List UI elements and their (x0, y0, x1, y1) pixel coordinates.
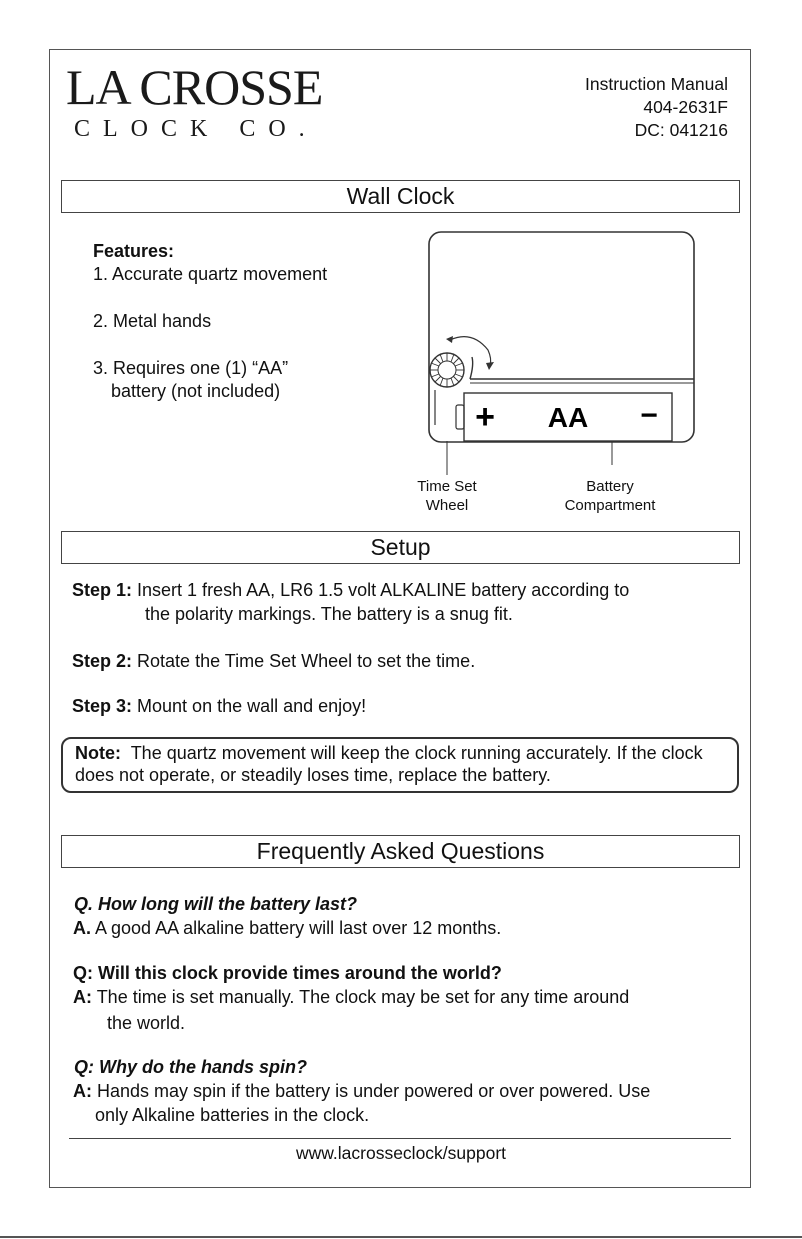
answer-text: The time is set manually. The clock may be set for any time around (96, 987, 630, 1007)
section-title-faq: Frequently Asked Questions (61, 835, 740, 868)
step-label: Step 2: (72, 651, 133, 671)
feature-item: battery (not included) (111, 381, 281, 401)
rotation-arrow-icon (446, 336, 494, 370)
feature-item: 2. Metal hands (93, 311, 212, 331)
label-line: Wheel (425, 497, 469, 514)
support-url[interactable]: www.lacrosseclock/support (295, 1143, 507, 1163)
setup-step-2 (72, 649, 475, 673)
label-line: Time Set (417, 478, 477, 495)
battery-aa-label: AA (547, 402, 589, 433)
note-text: The quartz movement will keep the clock running accurately. If the clock does not operate, or steadily loses time, replace the battery. (75, 743, 703, 785)
clock-back-diagram (410, 225, 710, 475)
faq-question: Q. How long will the battery last? (74, 894, 358, 914)
features-list (93, 240, 327, 403)
time-set-wheel-icon (430, 353, 464, 387)
feature-item: 1. Accurate quartz movement (93, 264, 328, 284)
note-box (61, 737, 739, 793)
doc-type: Instruction Manual (585, 74, 728, 94)
faq-item (74, 1055, 650, 1127)
battery-compartment-label (555, 477, 665, 515)
faq-answer (73, 985, 629, 1009)
answer-text: A good AA alkaline battery will last over 12 months. (95, 918, 502, 938)
answer-label: A. (73, 918, 91, 938)
logo-line-2: CLOCK CO. (74, 116, 318, 142)
faq-answer (73, 916, 501, 940)
battery-icon (456, 393, 672, 441)
setup-step-3 (72, 694, 366, 718)
features-title: Features: (93, 241, 175, 261)
answer-label: A: (73, 1081, 92, 1101)
label-line: Battery (586, 478, 634, 495)
setup-step-1 (72, 578, 629, 626)
faq-question: Q: Will this clock provide times around the world? (73, 963, 502, 983)
answer-text-continued: the world. (107, 1013, 186, 1033)
faq-item (74, 892, 501, 940)
answer-text-continued: only Alkaline batteries in the clock. (95, 1105, 370, 1125)
note-label: Note: (75, 743, 121, 763)
section-title-wall-clock: Wall Clock (61, 180, 740, 213)
step-text-continued: the polarity markings. The battery is a snug fit. (145, 604, 513, 624)
step-text: Mount on the wall and enjoy! (137, 696, 367, 716)
time-set-wheel-label (405, 477, 489, 515)
battery-minus-label: − (640, 399, 658, 432)
label-line: Compartment (564, 497, 656, 514)
step-text: Rotate the Time Set Wheel to set the time. (137, 651, 476, 671)
step-label: Step 3: (72, 696, 133, 716)
step-text: Insert 1 fresh AA, LR6 1.5 volt ALKALINE battery according to (137, 580, 630, 600)
document-info (585, 73, 728, 142)
faq-answer (73, 1079, 650, 1103)
battery-plus-label: + (475, 398, 495, 436)
section-title-setup: Setup (61, 531, 740, 564)
logo-line-1: LA CROSSE (66, 59, 323, 115)
answer-label: A: (73, 987, 92, 1007)
faq-question: Q: Why do the hands spin? (74, 1057, 307, 1077)
dc-code: DC: 041216 (634, 120, 728, 140)
bottom-edge-line (0, 1236, 802, 1238)
faq-item (73, 961, 629, 1035)
feature-item: 3. Requires one (1) “AA” (93, 358, 289, 378)
answer-text: Hands may spin if the battery is under powered or over powered. Use (97, 1081, 651, 1101)
step-label: Step 1: (72, 580, 133, 600)
model-number: 404-2631F (643, 97, 728, 117)
footer-divider (69, 1138, 731, 1139)
